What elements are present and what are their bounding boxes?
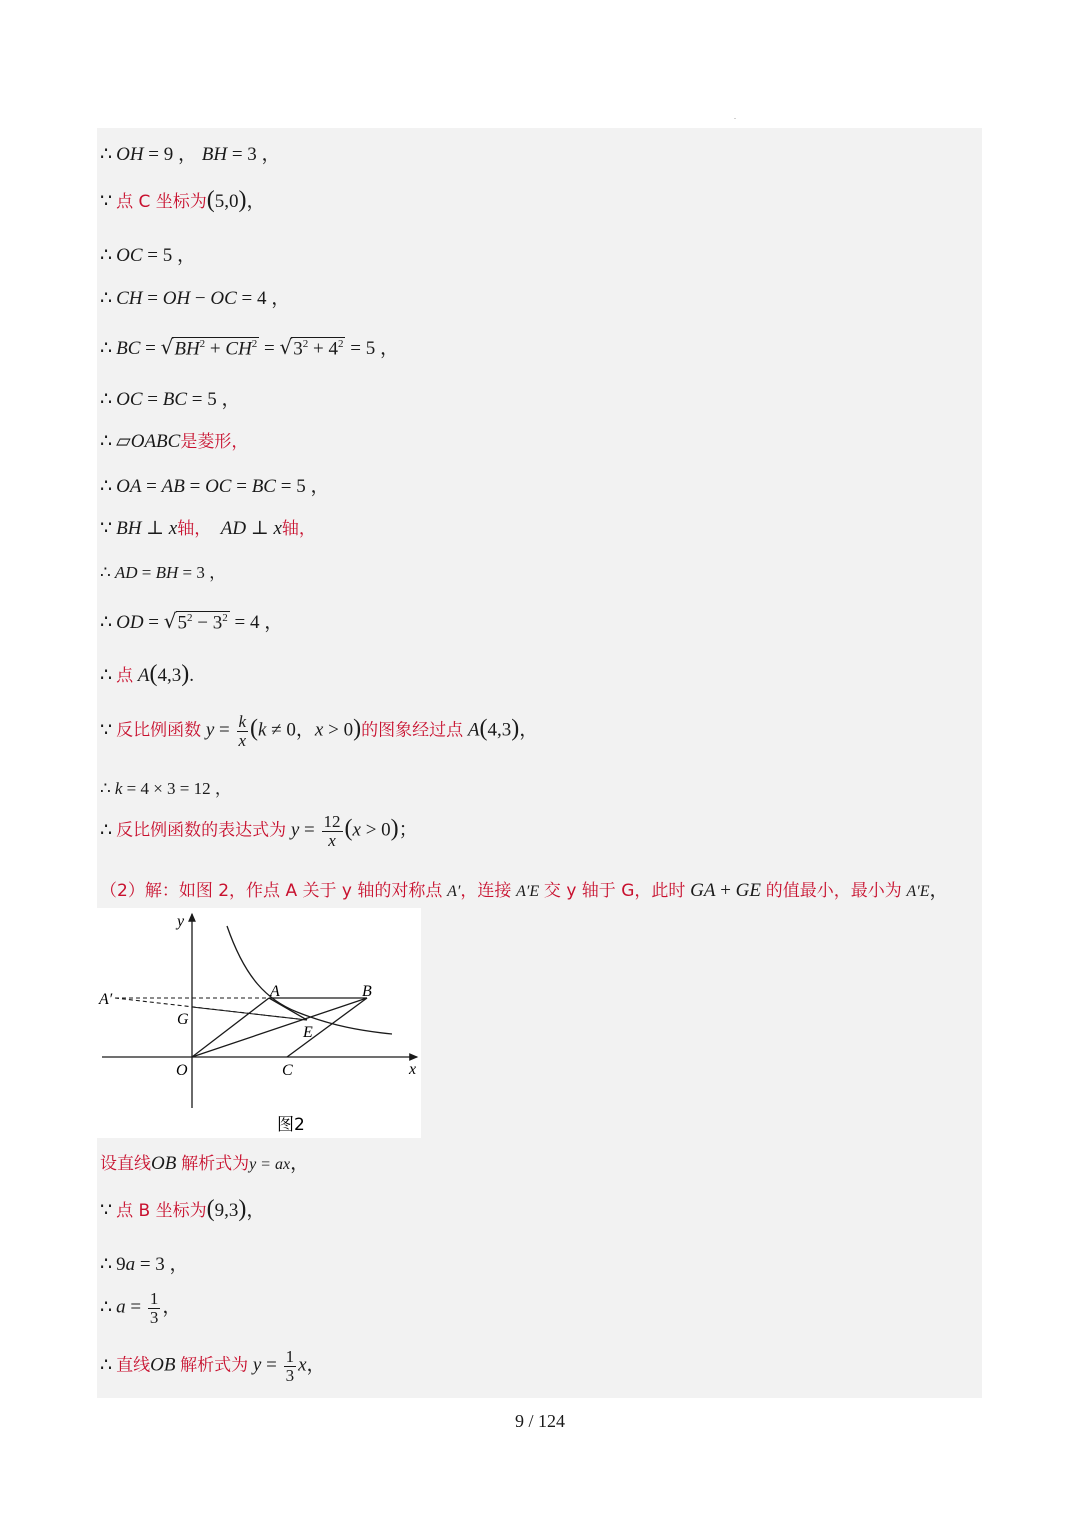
step-ad: ∴ AD = BH = 3 ， — [100, 563, 227, 582]
coordinate-diagram — [97, 908, 421, 1138]
step-bc: ∴ BC = $√BH^2 + CH^2 = √3^2 + 4^2 = 5$ ， — [100, 335, 399, 359]
step-sides: ∴ OA = AB = OC = BC = 5 ， — [100, 476, 330, 497]
step-set-line: 设直线OB 解析式为y = ax， — [100, 1153, 310, 1174]
label-y: y — [177, 913, 185, 930]
step-point-b: ∵ 点 B 坐标为(9,3)， — [100, 1196, 266, 1222]
step-inverse: ∵ 反比例函数 y = $\frac{k}{x}$ (k ≠ 0，x > 0)的图象经过点 A(4,3)， — [100, 712, 539, 750]
step-rhombus: ∴ ▱OABC是菱形， — [100, 431, 249, 452]
segment-oa — [192, 998, 269, 1057]
label-g: G — [177, 1011, 189, 1028]
label-x: x — [409, 1061, 417, 1078]
figure-caption: 图2 — [277, 1115, 305, 1135]
step-oc-bc: ∴ OC = BC = 5 ， — [100, 389, 241, 410]
step-perp: ∵ BH ⊥ x轴， AD ⊥ x轴， — [100, 518, 316, 539]
label-b: B — [362, 983, 372, 1000]
label-c: C — [282, 1062, 293, 1079]
label-e: E — [303, 1024, 313, 1041]
step-a: ∴ a = $\frac{1}{3}$ ， — [100, 1289, 182, 1327]
step-point-c: ∵ 点 C 坐标为(5,0)， — [100, 187, 266, 213]
step-line-ob: ∴ 直线OB 解析式为 y = $\frac{1}{3}$ x， — [100, 1347, 326, 1385]
segment-bc — [287, 998, 367, 1057]
header-mark: . — [734, 112, 736, 121]
segment-ob — [192, 998, 367, 1057]
label-a-prime: A′ — [99, 991, 113, 1008]
step-od: ∴ OD = $√5^2 - 3^2 = 4$ ， — [100, 609, 284, 633]
step-ch: ∴ CH = OH − OC = 4 ， — [100, 288, 291, 309]
figure-2 — [97, 908, 421, 1138]
step-9a: ∴ 9a = 3 ， — [100, 1254, 189, 1275]
page-number: 9 / 124 — [514, 1411, 565, 1431]
step-expression: ∴ 反比例函数的表达式为 y = $\frac{12}{x}$ (x > 0)； — [100, 812, 418, 850]
step-oc: ∴ OC = 5 ， — [100, 245, 196, 266]
step-oh-bh: ∴ OH = 9 ， BH = 3 ， — [100, 144, 281, 165]
step-k: ∴ k = 4 × 3 = 12 ， — [100, 779, 232, 798]
part2-intro: （2）解：如图 2，作点 A 关于 y 轴的对称点 A′，连接 A′E 交 y 轴于 G，此时 GA + GE 的值最小，最小为 A′E， — [100, 880, 949, 901]
step-point-a: ∴ 点 A(4,3). — [100, 661, 194, 687]
label-a: A — [270, 983, 280, 1000]
label-o: O — [176, 1062, 188, 1079]
